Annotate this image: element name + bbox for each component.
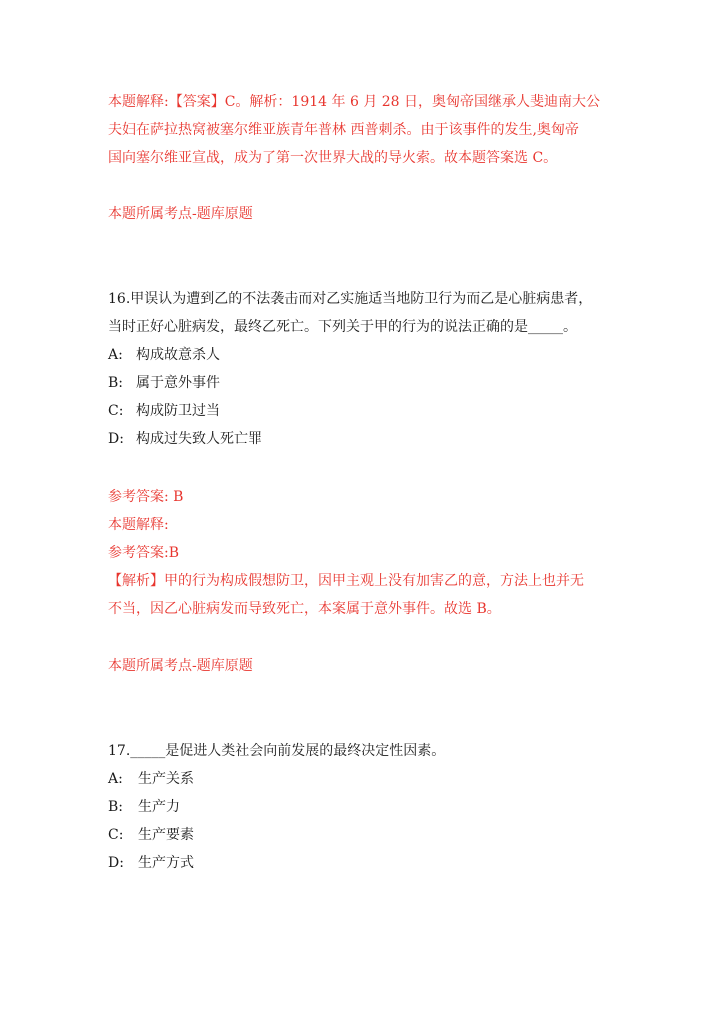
q16-analysis-line-1: 【解析】甲的行为构成假想防卫，因甲主观上没有加害乙的意，方法上也并无 <box>108 573 584 589</box>
q15-explanation-line-2: 夫妇在萨拉热窝被塞尔维亚族青年普林 西普刺杀。由于该事件的发生,奥匈帝 <box>108 122 579 138</box>
q17-option-a-text: 生产关系 <box>138 771 194 787</box>
q16-option-d <box>108 429 262 449</box>
q15-explanation-line-1: 本题解释:【答案】C。解析：1914 年 6 月 28 日，奥匈帝国继承人斐迪南大公 <box>108 94 601 110</box>
q17-option-b-text: 生产力 <box>138 799 180 815</box>
q16-option-b <box>108 373 220 393</box>
q16-option-c <box>108 401 220 421</box>
q15-explanation-line-3: 国向塞尔维亚宣战，成为了第一次世界大战的导火索。故本题答案选 C。 <box>108 150 558 166</box>
q16-answer: 参考答案: B <box>108 489 184 505</box>
q16-analysis-line-2: 不当，因乙心脏病发而导致死亡，本案属于意外事件。故选 B。 <box>108 601 501 617</box>
q16-source-text: 本题所属考点-题库原题 <box>108 658 253 674</box>
q16-stem-line-1: 16.甲误认为遭到乙的不法袭击而对乙实施适当地防卫行为而乙是心脏病患者， <box>108 291 593 307</box>
q17-option-c-text: 生产要素 <box>138 827 194 843</box>
q16-option-b-text: 属于意外事件 <box>136 375 220 391</box>
q16-option-a <box>108 345 220 365</box>
q17-option-c <box>108 825 194 845</box>
q17-stem-text: 17._____是促进人类社会向前发展的最终决定性因素。 <box>108 743 446 759</box>
q17-option-b <box>108 797 180 817</box>
q17-option-b-letter: B: <box>108 799 124 815</box>
q17-option-d <box>108 853 194 873</box>
q16-option-b-letter: B: <box>108 375 124 391</box>
q16-option-d-letter: D: <box>108 431 124 447</box>
q17-option-d-text: 生产方式 <box>138 855 194 871</box>
q17-option-a <box>108 769 194 789</box>
q16-explain-label: 本题解释: <box>108 517 169 533</box>
q16-stem-line-2: 当时正好心脏病发，最终乙死亡。下列关于甲的行为的说法正确的是_____。 <box>108 319 577 335</box>
q16-option-a-text: 构成故意杀人 <box>136 347 220 363</box>
q16-answer-repeat: 参考答案:B <box>108 545 180 561</box>
q16-option-d-text: 构成过失致人死亡罪 <box>136 431 262 447</box>
q17-option-d-letter: D: <box>108 855 124 871</box>
q16-option-c-text: 构成防卫过当 <box>136 403 220 419</box>
q15-source-text: 本题所属考点-题库原题 <box>108 206 253 222</box>
q16-option-c-letter: C: <box>108 403 124 419</box>
q17-option-c-letter: C: <box>108 827 124 843</box>
q16-option-a-letter: A: <box>108 347 123 363</box>
q17-option-a-letter: A: <box>108 771 123 787</box>
